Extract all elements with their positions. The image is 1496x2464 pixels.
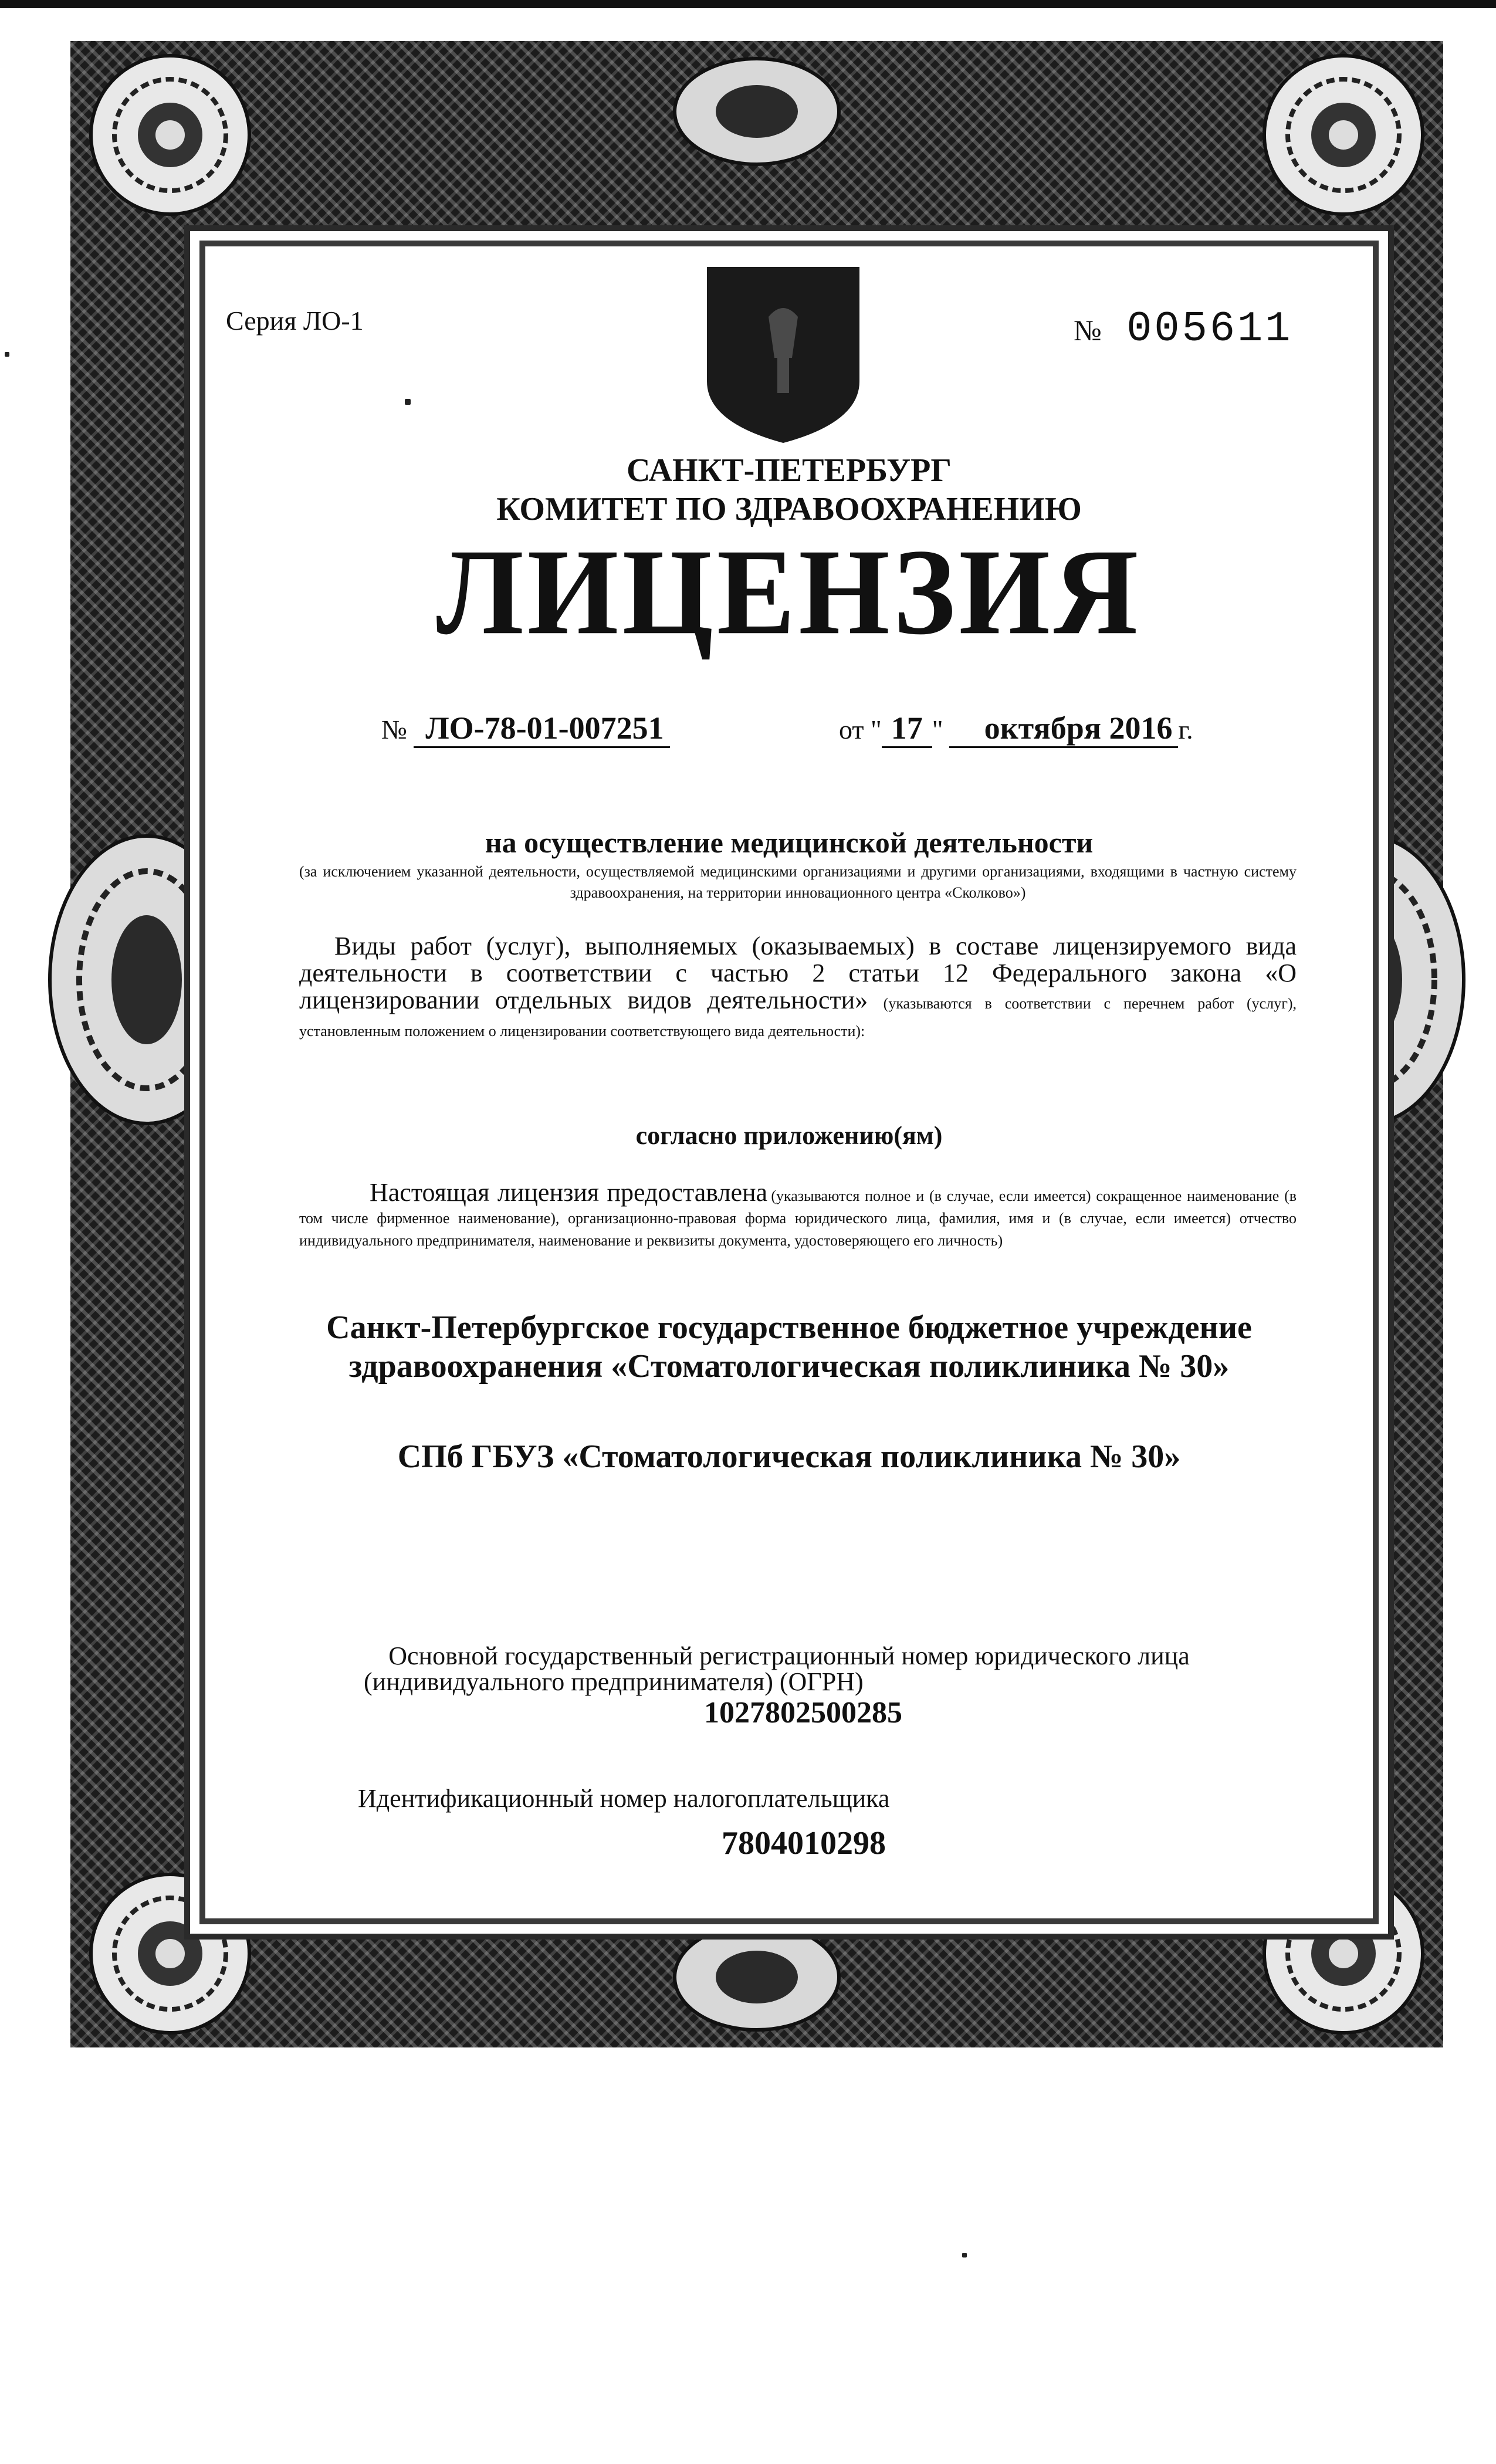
works-note: (указываются в соответствии с перечнем работ (услуг), установленным положением о лицензировании соответствующего вида деятельности): (299, 995, 1297, 1040)
scan-speck (405, 399, 411, 405)
granted-note: (указываются полное и (в случае, если имеется) сокращенное наименование (в том числе фирменное наименование), организационно-правовая форма юридического лица, фамилия, имя и (в случае, если имеется) отчество индивидуального предпринимателя, наименование и реквизиты документа, удостоверяющего его личность) (299, 1187, 1297, 1249)
registration-number-row (381, 710, 670, 748)
ogrn-label-line1: Основной государственный регистрационный номер юридического лица (388, 1641, 1190, 1670)
certificate-paper (205, 246, 1373, 1918)
activity-note: (за исключением указанной деятельности, осуществляемой медицинскими организациями и другими организациями, входящими в частную систему здравоохранения, на территории инновационного центра «Сколково») (299, 863, 1297, 901)
date-month-year: октября 2016 (949, 710, 1179, 748)
date-day: 17 (882, 710, 932, 748)
activity-title: на осуществление медицинской деятельности (485, 826, 1094, 859)
ogrn-label-line2: (индивидуального предпринимателя) (ОГРН) (364, 1667, 864, 1696)
certificate-frame (70, 41, 1443, 2047)
organization-short-name: СПб ГБУЗ «Стоматологическая поликлиника № 30» (397, 1439, 1181, 1475)
reg-number-sign: № (381, 715, 407, 744)
series-label: Серия ЛО-1 (226, 306, 364, 336)
rosette-ornament-icon (1255, 47, 1431, 223)
scan-speck (962, 2253, 967, 2257)
registration-number: ЛО-78-01-007251 (414, 710, 669, 748)
granted-text: Настоящая лицензия предоставлена (370, 1178, 768, 1207)
organization-full-name-line2: здравоохранения «Стоматологическая поликлиника № 30» (348, 1348, 1230, 1385)
coat-of-arms-icon (704, 264, 862, 446)
works-text: Виды работ (услуг), выполняемых (оказываемых) в составе лицензируемого вида деятельности в соответствии с частью 2 статьи 12 Федерального закона «О лицензировании отдельных видов деятельности» (299, 932, 1297, 1014)
city-heading: САНКТ-ПЕТЕРБУРГ (626, 452, 952, 489)
rosette-ornament-icon (82, 47, 258, 223)
date-quote: " (932, 715, 943, 744)
date-prefix: от " (839, 715, 882, 744)
organization-full-name-line1: Санкт-Петербургское государственное бюджетное учреждение (326, 1309, 1252, 1346)
works-paragraph (299, 933, 1297, 1042)
inn-label: Идентификационный номер налогоплательщика (358, 1784, 890, 1813)
granted-paragraph (299, 1179, 1297, 1252)
scan-top-edge (0, 0, 1496, 8)
date-suffix: г. (1178, 715, 1193, 744)
blank-number: 005611 (1126, 305, 1293, 353)
inn-value: 7804010298 (722, 1825, 886, 1861)
scan-speck (5, 352, 9, 357)
appendix-reference: согласно приложению(ям) (635, 1121, 943, 1150)
document-title: ЛИЦЕНЗИЯ (436, 524, 1142, 661)
number-sign: № (1074, 314, 1102, 347)
ogrn-value: 1027802500285 (704, 1696, 902, 1729)
license-number-row (1074, 305, 1292, 353)
issue-date-row (839, 710, 1193, 748)
rosette-ornament-icon (669, 53, 845, 170)
committee-heading: КОМИТЕТ ПО ЗДРАВООХРАНЕНИЮ (496, 491, 1082, 527)
rosette-ornament-icon (669, 1918, 845, 2036)
